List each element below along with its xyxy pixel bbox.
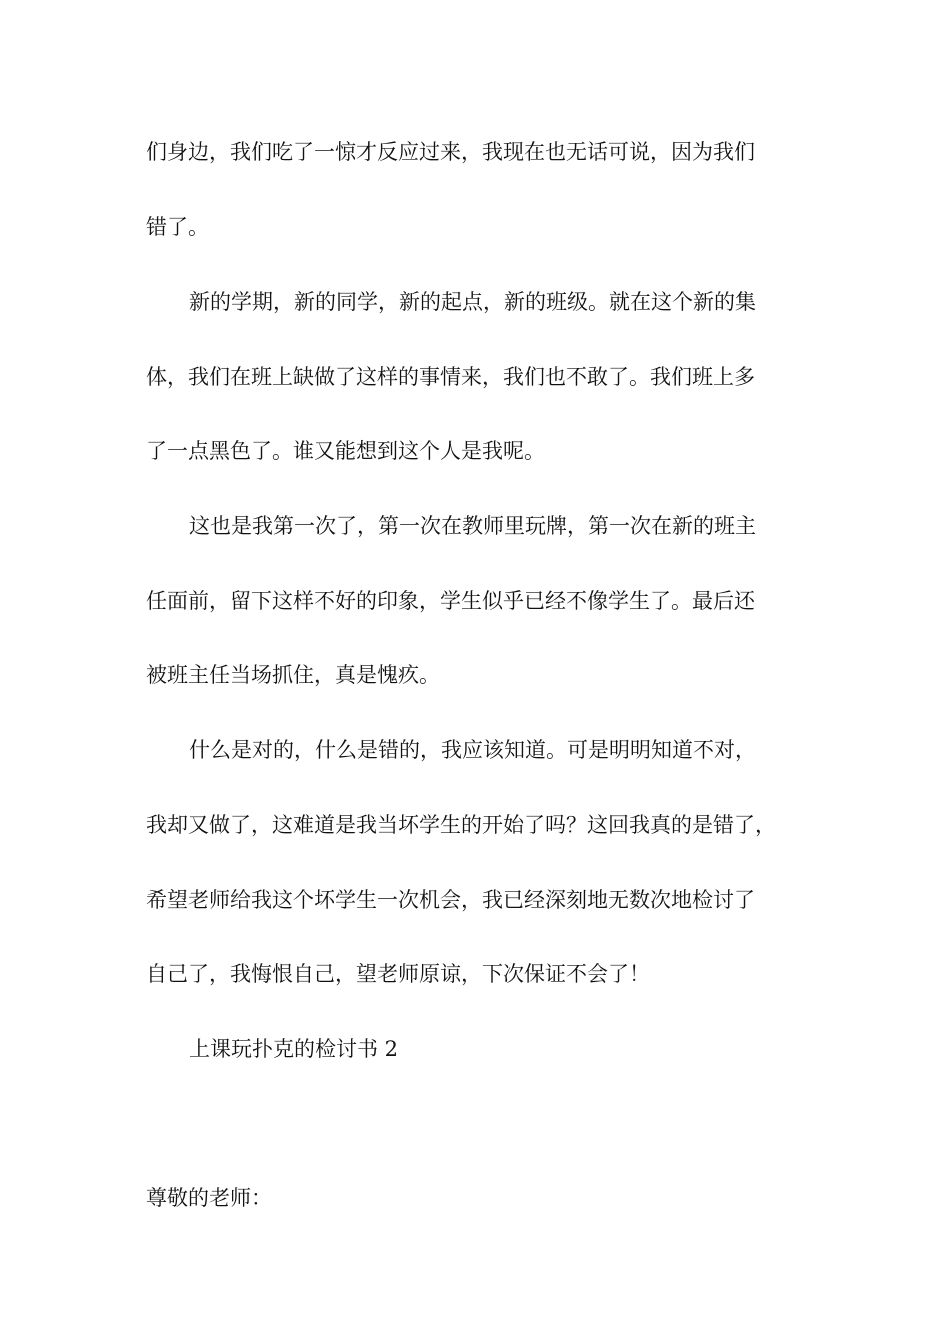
paragraph-line: 了一点黑色了。谁又能想到这个人是我呢。 [146, 439, 545, 463]
paragraph-line: 自己了，我悔恨自己，望老师原谅，下次保证不会了！ [146, 962, 650, 986]
paragraph-line: 什么是对的，什么是错的，我应该知道。可是明明知道不对， [189, 738, 756, 762]
paragraph-line: 们身边，我们吃了一惊才反应过来，我现在也无话可说，因为我们 [146, 140, 755, 164]
salutation: 尊敬的老师： [146, 1186, 272, 1210]
section-title: 上课玩扑克的检讨书 2 [189, 1037, 399, 1061]
paragraph-line: 体，我们在班上缺做了这样的事情来，我们也不敢了。我们班上多 [146, 365, 755, 389]
paragraph-line: 错了。 [146, 215, 209, 239]
paragraph-line: 任面前，留下这样不好的印象，学生似乎已经不像学生了。最后还 [146, 589, 755, 613]
paragraph-line: 希望老师给我这个坏学生一次机会，我已经深刻地无数次地检讨了 [146, 888, 755, 912]
paragraph-line: 新的学期，新的同学，新的起点，新的班级。就在这个新的集 [189, 290, 756, 314]
paragraph-line: 这也是我第一次了，第一次在教师里玩牌，第一次在新的班主 [189, 514, 756, 538]
paragraph-line: 被班主任当场抓住，真是愧疚。 [146, 663, 440, 687]
paragraph-line: 我却又做了，这难道是我当坏学生的开始了吗？这回我真的是错了， [146, 813, 776, 837]
